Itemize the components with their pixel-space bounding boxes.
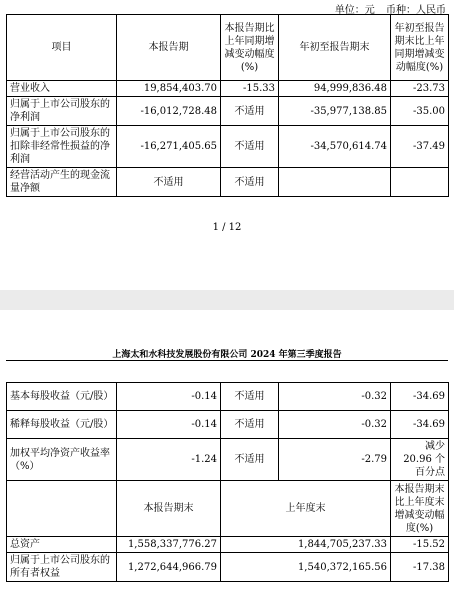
cell-value: 不适用 — [221, 168, 279, 197]
cell-value: 1,272,644,966.79 — [117, 553, 221, 582]
page-number: 1 / 12 — [212, 222, 242, 233]
cell-value: 1,844,705,237.33 — [221, 537, 391, 553]
cell-value: 减少 20.96 个百分点 — [391, 439, 449, 481]
row-label: 经营活动产生的现金流量净额 — [7, 168, 117, 197]
header-rule — [6, 360, 448, 361]
header-item: 项目 — [7, 15, 117, 81]
cell-value: 不适用 — [221, 126, 279, 168]
report-header: 上海太和水科技发展股份有限公司 2024 年第三季度报告 — [112, 350, 342, 360]
table-subheader-row — [7, 481, 449, 537]
table-row — [7, 126, 449, 168]
header-blank — [7, 481, 117, 537]
cell-value: -0.32 — [279, 383, 391, 411]
main-financial-table — [6, 14, 449, 197]
table-row — [7, 97, 449, 126]
cell-value: -34.69 — [391, 411, 449, 439]
cell-value: 19,854,403.70 — [117, 81, 221, 97]
table-row — [7, 411, 449, 439]
row-label: 营业收入 — [7, 81, 117, 97]
row-label: 基本每股收益（元/股） — [7, 383, 117, 411]
row-label: 归属于上市公司股东的净利润 — [7, 97, 117, 126]
cell-value: -1.24 — [117, 439, 221, 481]
cell-value: 1,558,337,776.27 — [117, 537, 221, 553]
cell-value: -16,012,728.48 — [117, 97, 221, 126]
header-prior-year-end: 上年度末 — [221, 481, 391, 537]
cell-value: 不适用 — [221, 97, 279, 126]
header-period-end: 本报告期末 — [117, 481, 221, 537]
header-ytd: 年初至报告期末 — [279, 15, 391, 81]
table-row — [7, 81, 449, 97]
cell-value: -34,570,614.74 — [279, 126, 391, 168]
row-label: 总资产 — [7, 537, 117, 553]
table-row — [7, 383, 449, 411]
table-row — [7, 168, 449, 197]
header-ytd-change: 年初至报告期末比上年同期增减变动幅度(%) — [391, 15, 449, 81]
cell-value: -2.79 — [279, 439, 391, 481]
cell-value: 不适用 — [221, 383, 279, 411]
table-row — [7, 553, 449, 582]
cell-value: 不适用 — [221, 439, 279, 481]
header-current-period: 本报告期 — [117, 15, 221, 81]
cell-value: 不适用 — [117, 168, 221, 197]
cell-value: -23.73 — [391, 81, 449, 97]
table-row — [7, 439, 449, 481]
currency-label: 币种：人民币 — [386, 5, 446, 16]
table-row — [7, 537, 449, 553]
cell-value: -34.69 — [391, 383, 449, 411]
page-1 — [0, 0, 454, 290]
cell-value — [279, 168, 391, 197]
row-label: 归属于上市公司股东的扣除非经常性损益的净利润 — [7, 126, 117, 168]
header-change: 本报告期末比上年度末增减变动幅度(%) — [391, 481, 449, 537]
cell-value: 94,999,836.48 — [279, 81, 391, 97]
cell-value: -0.14 — [117, 383, 221, 411]
header-current-change: 本报告期比上年同期增减变动幅度(%) — [221, 15, 279, 81]
unit-label: 单位：元 — [334, 5, 375, 16]
cell-value: -35,977,138.85 — [279, 97, 391, 126]
row-label: 稀释每股收益（元/股） — [7, 411, 117, 439]
cell-value: -37.49 — [391, 126, 449, 168]
cell-value: -35.00 — [391, 97, 449, 126]
cell-value: -15.52 — [391, 537, 449, 553]
cell-value: 1,540,372,165.56 — [221, 553, 391, 582]
cell-value: -15.33 — [221, 81, 279, 97]
cell-value: -17.38 — [391, 553, 449, 582]
per-share-table — [6, 382, 449, 582]
row-label: 加权平均净资产收益率（%） — [7, 439, 117, 481]
cell-value: -0.32 — [279, 411, 391, 439]
cell-value — [391, 168, 449, 197]
table-header-row — [7, 15, 449, 81]
page-gap — [0, 290, 454, 310]
cell-value: -16,271,405.65 — [117, 126, 221, 168]
cell-value: 不适用 — [221, 411, 279, 439]
row-label: 归属于上市公司股东的所有者权益 — [7, 553, 117, 582]
cell-value: -0.14 — [117, 411, 221, 439]
